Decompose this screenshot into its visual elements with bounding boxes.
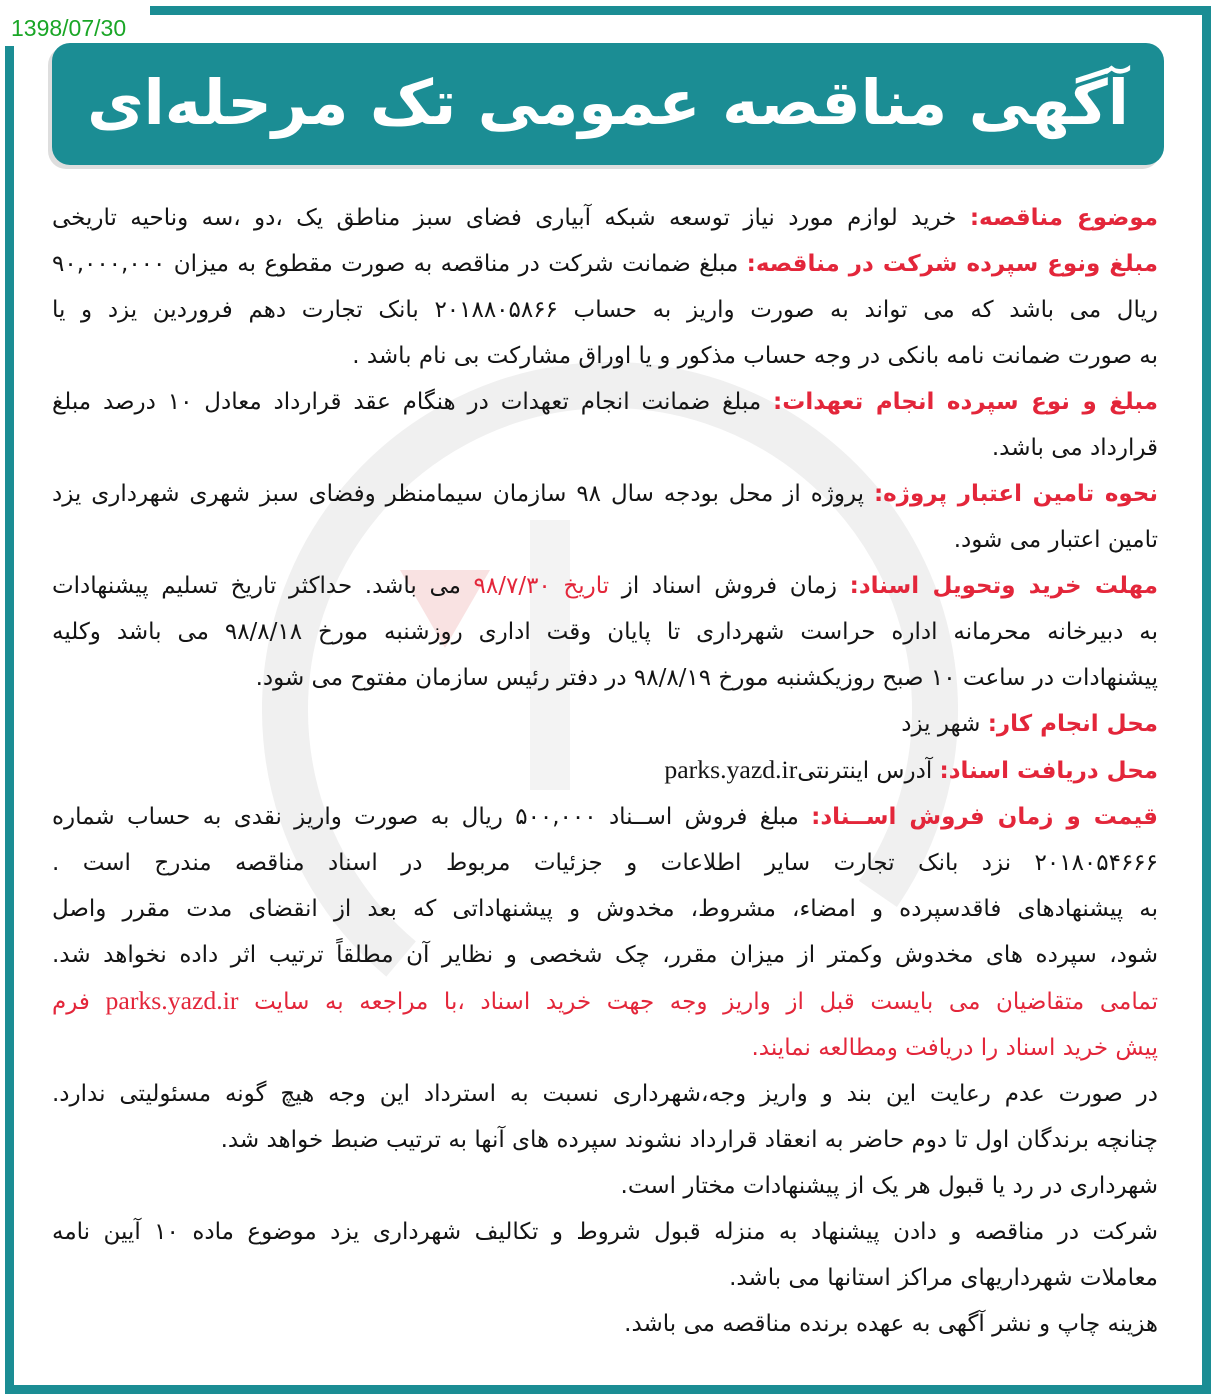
funding-line-1: [52, 471, 1158, 517]
title-banner: [52, 43, 1164, 165]
documents-price-line-1: [52, 794, 1158, 840]
bid-deposit-label: مبلغ ونوع سپرده شرکت در مناقصه:: [746, 251, 1159, 277]
deadline-text-after: می باشد. حداکثر تاریخ تسلیم پیشنهادات: [52, 573, 461, 599]
bid-deposit-text: مبلغ ضمانت شرکت در مناقصه به صورت مقطوع به میزان ۹۰,۰۰۰,۰۰۰: [52, 251, 739, 277]
documents-location-line: [52, 747, 1158, 794]
notice-body: [52, 195, 1158, 1347]
terms-line-3: شهرداری در رد یا قبول هر یک از پیشنهادات مختار است.: [620, 1173, 1158, 1199]
work-location-text: شهر یزد: [901, 711, 981, 737]
work-location-label: محل انجام کار:: [987, 711, 1158, 737]
conditions-line-2: شود، سپرده های مخدوش وکمتر از میزان مقرر، چک شخصی و نظایر آن مطلقاً ترتیب اثر داده نخواهد شد.: [52, 942, 1158, 968]
deadline-line-3: پیشنهادات در ساعت ۱۰ صبح روزیکشنبه مورخ ۹۸/۸/۱۹ در دفتر رئیس سازمان مفتوح می شود.: [255, 665, 1158, 691]
notice-website-link[interactable]: parks.yazd.ir: [105, 986, 239, 1015]
deadline-label: مهلت خرید وتحویل اسناد:: [849, 573, 1159, 599]
terms-line-5: معاملات شهرداریهای مراکز استانها می باشد.: [729, 1265, 1158, 1291]
terms-line-6: هزینه چاپ و نشر آگهی به عهده برنده مناقصه می باشد.: [624, 1311, 1158, 1337]
documents-price-line-2: ۲۰۱۸۰۵۴۶۶۶ نزد بانک تجارت سایر اطلاعات و جزئیات مربوط در اسناد مناقصه مندرج است .: [52, 850, 1158, 876]
page-title: آگهی مناقصه عمومی تک مرحله‌ای: [87, 67, 1129, 140]
funding-label: نحوه تامین اعتبار پروژه:: [873, 481, 1158, 507]
performance-deposit-line-2: قرارداد می باشد.: [991, 435, 1158, 461]
notice-text-before: تمامی متقاضیان می بایست قبل از واریز وجه جهت خرید اسناد ،با مراجعه به سایت: [254, 989, 1159, 1015]
documents-location-label: محل دریافت اسناد:: [939, 758, 1158, 784]
conditions-line-1: به پیشنهادهای فاقدسپرده و امضاء، مشروط، مخدوش و پیشنهاداتی که بعد از انقضای مدت مقرر واصل: [52, 896, 1158, 922]
terms-line-2: چنانچه برندگان اول تا دوم حاضر به انعقاد قرارداد نشوند سپرده های آنها به ترتیب ضبط خواهد شد.: [220, 1127, 1158, 1153]
bid-deposit-line-3: به صورت ضمانت نامه بانکی در وجه حساب مذکور و یا اوراق مشارکت بی نام باشد .: [352, 343, 1158, 369]
performance-deposit-text: مبلغ ضمانت انجام تعهدات در هنگام عقد قرارداد معادل ۱۰ درصد مبلغ: [52, 389, 762, 415]
subject-label: موضوع مناقصه:: [969, 205, 1158, 231]
bid-deposit-line-2: ریال می باشد که می تواند به صورت واریز به حساب ۲۰۱۸۸۰۵۸۶۶ بانک تجارت دهم فروردین یزد و یا: [52, 297, 1158, 323]
subject-text: خرید لوازم مورد نیاز توسعه شبکه آبیاری فضای سبز مناطق یک ،دو ،سه وناحیه تاریخی: [52, 205, 957, 231]
deadline-text-before: زمان فروش اسناد از: [621, 573, 838, 599]
bid-deposit-line-1: [52, 241, 1158, 287]
terms-line-4: شرکت در مناقصه و دادن پیشنهاد به منزله قبول شروط و تکالیف شهرداری یزد موضوع ماده ۱۰ آیین نامه: [52, 1219, 1158, 1245]
funding-line-2: تامین اعتبار می شود.: [953, 527, 1158, 553]
documents-price-text: مبلغ فروش اســناد ۵۰۰,۰۰۰ ریال به صورت واریز نقدی به حساب شماره: [52, 804, 799, 830]
notice-line-1: [52, 978, 1158, 1025]
performance-deposit-label: مبلغ و نوع سپرده انجام تعهدات:: [773, 389, 1158, 415]
performance-deposit-line-1: [52, 379, 1158, 425]
notice-text-after: فرم: [52, 989, 90, 1015]
deadline-line-1: [52, 563, 1158, 609]
subject-line: [52, 195, 1158, 241]
documents-price-label: قیمت و زمان فروش اســناد:: [811, 804, 1158, 830]
publication-date: 1398/07/30: [0, 0, 150, 46]
documents-location-text: آدرس اینترنتی: [797, 758, 933, 784]
funding-text: پروژه از محل بودجه سال ۹۸ سازمان سیمامنظر وفضای سبز شهری شهرداری یزد: [52, 481, 865, 507]
notice-line-2: پیش خرید اسناد را دریافت ومطالعه نمایند.: [751, 1035, 1158, 1061]
work-location-line: [52, 701, 1158, 747]
deadline-line-2: به دبیرخانه محرمانه اداره حراست شهرداری تا پایان وقت اداری روزشنبه مورخ ۹۸/۸/۱۸ می باشد وکلیه: [52, 619, 1158, 645]
documents-website-link[interactable]: parks.yazd.ir: [664, 755, 798, 784]
terms-line-1: در صورت عدم رعایت این بند و واریز وجه،شهرداری نسبت به استرداد این وجه هیچ گونه مسئولیتی ندارد.: [52, 1081, 1158, 1107]
deadline-start-date: تاریخ ۹۸/۷/۳۰: [473, 573, 610, 599]
